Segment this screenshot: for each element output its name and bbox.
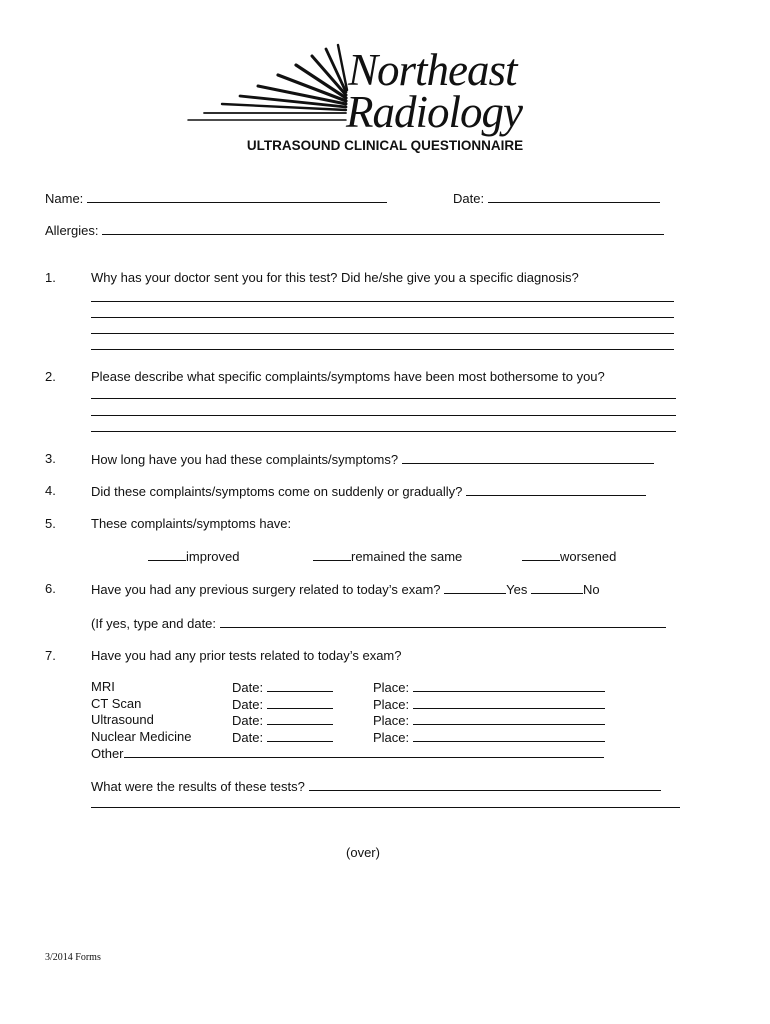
- ultrasound-date: [232, 712, 333, 728]
- q3-text: How long have you had these complaints/symptoms?: [91, 452, 399, 467]
- results-field[interactable]: [309, 778, 661, 791]
- other-label: Other: [91, 746, 124, 761]
- q6-no-label: No: [582, 582, 600, 597]
- test-name-ct: CT Scan: [91, 696, 142, 711]
- test-name-ultrasound: Ultrasound: [91, 712, 154, 727]
- q6-yes-label: Yes: [506, 582, 528, 597]
- q5-same-check[interactable]: [313, 548, 351, 561]
- q6-ifyes-row: [91, 615, 666, 631]
- q5-worsened-check[interactable]: [522, 548, 560, 561]
- q7-text: Have you had any prior tests related to today’s exam?: [91, 648, 402, 663]
- allergies-label: Allergies:: [45, 223, 99, 238]
- name-label: Name:: [45, 191, 84, 206]
- nuclear-date-field[interactable]: [267, 729, 333, 742]
- q6-text: Have you had any previous surgery related to today’s exam?: [91, 582, 441, 597]
- ultrasound-place-field[interactable]: [413, 712, 605, 725]
- mri-date: [232, 679, 333, 695]
- results-answer-line[interactable]: [91, 807, 680, 808]
- q2-number: 2.: [45, 369, 56, 384]
- ct-date-field[interactable]: [267, 696, 333, 709]
- q5-option-label: improved: [186, 549, 240, 564]
- ct-place: [373, 696, 605, 712]
- allergies-row: [45, 222, 664, 238]
- mri-date-field[interactable]: [267, 679, 333, 692]
- q5-option-worsened: [522, 548, 616, 564]
- date-label: Date:: [232, 697, 264, 712]
- place-label: Place:: [373, 713, 410, 728]
- q5-number: 5.: [45, 516, 56, 531]
- q5-improved-check[interactable]: [148, 548, 186, 561]
- q6-ifyes-label: (If yes, type and date:: [91, 616, 217, 631]
- place-label: Place:: [373, 730, 410, 745]
- q1-answer-line[interactable]: [91, 333, 674, 334]
- q1-text: Why has your doctor sent you for this test? Did he/she give you a specific diagnosis?: [91, 270, 579, 285]
- name-row: [45, 190, 387, 206]
- date-row: [453, 190, 660, 206]
- date-label: Date:: [232, 713, 264, 728]
- q7-number: 7.: [45, 648, 56, 663]
- q6-yes-check[interactable]: [444, 581, 506, 594]
- allergies-field[interactable]: [102, 222, 664, 235]
- q2-text: Please describe what specific complaints/symptoms have been most bothersome to you?: [91, 369, 605, 384]
- q2-answer-line[interactable]: [91, 431, 676, 432]
- ultrasound-date-field[interactable]: [267, 712, 333, 725]
- q6-ifyes-field[interactable]: [220, 615, 666, 628]
- other-row: [91, 745, 604, 761]
- q3-row: [91, 451, 654, 467]
- ultrasound-place: [373, 712, 605, 728]
- nuclear-place: [373, 729, 605, 745]
- q4-answer-field[interactable]: [466, 483, 646, 496]
- q5-option-same: [313, 548, 462, 564]
- date-label: Date:: [232, 680, 264, 695]
- q5-option-improved: [148, 548, 239, 564]
- date-field[interactable]: [488, 190, 660, 203]
- test-name-mri: MRI: [91, 679, 115, 694]
- other-field[interactable]: [124, 745, 604, 758]
- date-label: Date:: [232, 730, 264, 745]
- mri-place-field[interactable]: [413, 679, 605, 692]
- ct-date: [232, 696, 333, 712]
- footer-form-date: 3/2014 Forms: [45, 952, 101, 963]
- results-row: [91, 778, 661, 794]
- q2-answer-line[interactable]: [91, 415, 676, 416]
- mri-place: [373, 679, 605, 695]
- q4-row: [91, 483, 646, 499]
- place-label: Place:: [373, 697, 410, 712]
- nuclear-place-field[interactable]: [413, 729, 605, 742]
- ct-place-field[interactable]: [413, 696, 605, 709]
- results-label: What were the results of these tests?: [91, 779, 305, 794]
- nuclear-date: [232, 729, 333, 745]
- q6-number: 6.: [45, 581, 56, 596]
- q5-option-label: remained the same: [351, 549, 463, 564]
- logo-text-radiology: Radiology: [346, 87, 522, 137]
- q6-no-check[interactable]: [531, 581, 583, 594]
- over-note: (over): [346, 845, 380, 860]
- test-name-nuclear: Nuclear Medicine: [91, 729, 192, 744]
- q5-text: These complaints/symptoms have:: [91, 516, 292, 531]
- q2-answer-line[interactable]: [91, 398, 676, 399]
- name-field[interactable]: [87, 190, 387, 203]
- q1-number: 1.: [45, 270, 56, 285]
- q4-text: Did these complaints/symptoms come on suddenly or gradually?: [91, 484, 463, 499]
- page-title: ULTRASOUND CLINICAL QUESTIONNAIRE: [246, 138, 524, 153]
- q1-answer-line[interactable]: [91, 349, 674, 350]
- q3-number: 3.: [45, 451, 56, 466]
- logo-sunburst-icon: [186, 40, 361, 130]
- q3-answer-field[interactable]: [402, 451, 654, 464]
- q6-row: [91, 581, 600, 597]
- q1-answer-line[interactable]: [91, 317, 674, 318]
- date-label: Date:: [453, 191, 485, 206]
- logo-text-northeast: Northeast: [348, 45, 517, 95]
- q4-number: 4.: [45, 483, 56, 498]
- q1-answer-line[interactable]: [91, 301, 674, 302]
- q5-option-label: worsened: [560, 549, 617, 564]
- place-label: Place:: [373, 680, 410, 695]
